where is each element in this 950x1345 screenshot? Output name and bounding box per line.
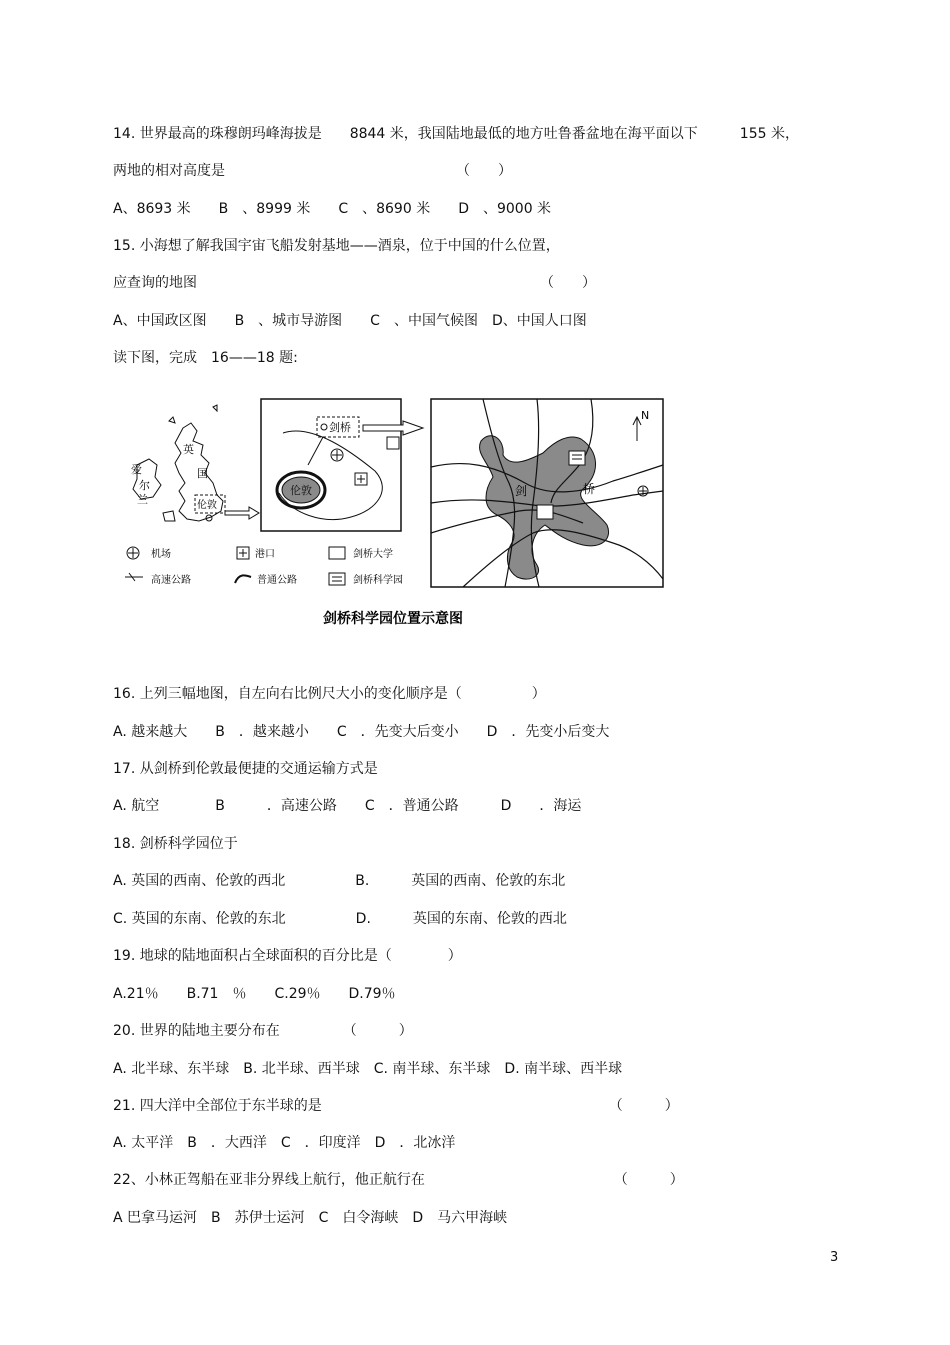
q16-options: A. 越来越大 B ．越来越小 C ．先变大后变小 D ．先变小后变大 [113,724,610,740]
cambridge-map-figure [113,393,673,638]
q15-stem-line1: 15. 小海想了解我国宇宙飞船发射基地——酒泉，位于中国的什么位置， [113,238,560,254]
q22-options: A 巴拿马运河 B 苏伊士运河 C 白令海峡 D 马六甲海峡 [113,1210,508,1226]
university-icon [537,505,553,519]
q21-options: A. 太平洋 B ．大西洋 C ．印度洋 D ．北冰洋 [113,1135,456,1151]
legend-expressway: 高速公路 [151,575,191,586]
q15-stem-line2: 应查询的地图 （ ） [113,275,596,291]
map1-label-ai: 爱 [131,463,142,476]
q21-stem: 21. 四大洋中全部位于东半球的是 （ ） [113,1098,679,1114]
q16-stem: 16. 上列三幅地图，自左向右比例尺大小的变化顺序是（ ） [113,686,546,702]
map2-label-cambridge: 剑桥 [329,421,351,434]
science-park-icon [569,451,585,465]
q18-stem: 18. 剑桥科学园位于 [113,836,238,852]
map1-label-guo: 国 [197,467,208,480]
map3-label-jian: 剑 [515,484,528,498]
figure-intro: 读下图，完成 16——18 题: [113,350,298,366]
q19-options: A.21％ B.71 ％ C.29％ D.79％ [113,986,396,1002]
q20-options: A. 北半球、东半球 B. 北半球、西半球 C. 南半球、东半球 D. 南半球、西半球 [113,1061,623,1077]
legend-university-icon [329,547,345,559]
legend-science-park-icon [329,573,345,585]
legend-port: 港口 [255,549,275,560]
q20-stem: 20. 世界的陆地主要分布在 （ ） [113,1023,413,1039]
q18-options-cd: C. 英国的东南、伦敦的东北 D. 英国的东南、伦敦的西北 [113,911,567,927]
map1-label-er: 尔 [139,479,150,492]
q19-stem: 19. 地球的陆地面积占全球面积的百分比是（ ） [113,948,462,964]
map2-label-london: 伦敦 [290,484,312,497]
q14-options: A、8693 米 B 、8999 米 C 、8690 米 D 、9000 米 [113,201,552,217]
q14-stem-line1: 14. 世界最高的珠穆朗玛峰海拔是 8844 米，我国陆地最低的地方吐鲁番盆地在海平面以下 155 米， [113,126,799,142]
q17-stem: 17. 从剑桥到伦敦最便捷的交通运输方式是 [113,761,378,777]
q15-options: A、中国政区图 B 、城市导游图 C 、中国气候图 D、中国人口图 [113,313,587,329]
page-number: 3 [830,1250,839,1265]
legend-airport: 机场 [151,549,171,560]
map2-frame [261,399,401,531]
legend-expressway-icon [125,573,143,581]
map1-label-ying: 英 [183,443,194,456]
north-arrow-icon [633,417,641,441]
q14-stem-line2: 两地的相对高度是 （ ） [113,163,512,179]
legend-road: 普通公路 [257,575,297,586]
map1-label-london: 伦敦 [197,500,217,511]
legend-science-park: 剑桥科学园 [353,575,403,586]
port-icon-2 [387,437,399,449]
legend-road-icon [235,575,251,583]
figure-caption: 剑桥科学园位置示意图 [323,611,463,627]
north-label: N [641,409,650,422]
map1-label-lan: 兰 [137,493,148,506]
legend [125,547,403,586]
q22-stem: 22、小林正驾船在亚非分界线上航行，他正航行在 （ ） [113,1172,684,1188]
q17-options: A. 航空 B ．高速公路 C ．普通公路 D ．海运 [113,798,582,814]
q18-options-ab: A. 英国的西南、伦敦的西北 B. 英国的西南、伦敦的东北 [113,873,566,889]
legend-university: 剑桥大学 [353,549,393,560]
map3-label-qiao: 桥 [583,482,596,496]
